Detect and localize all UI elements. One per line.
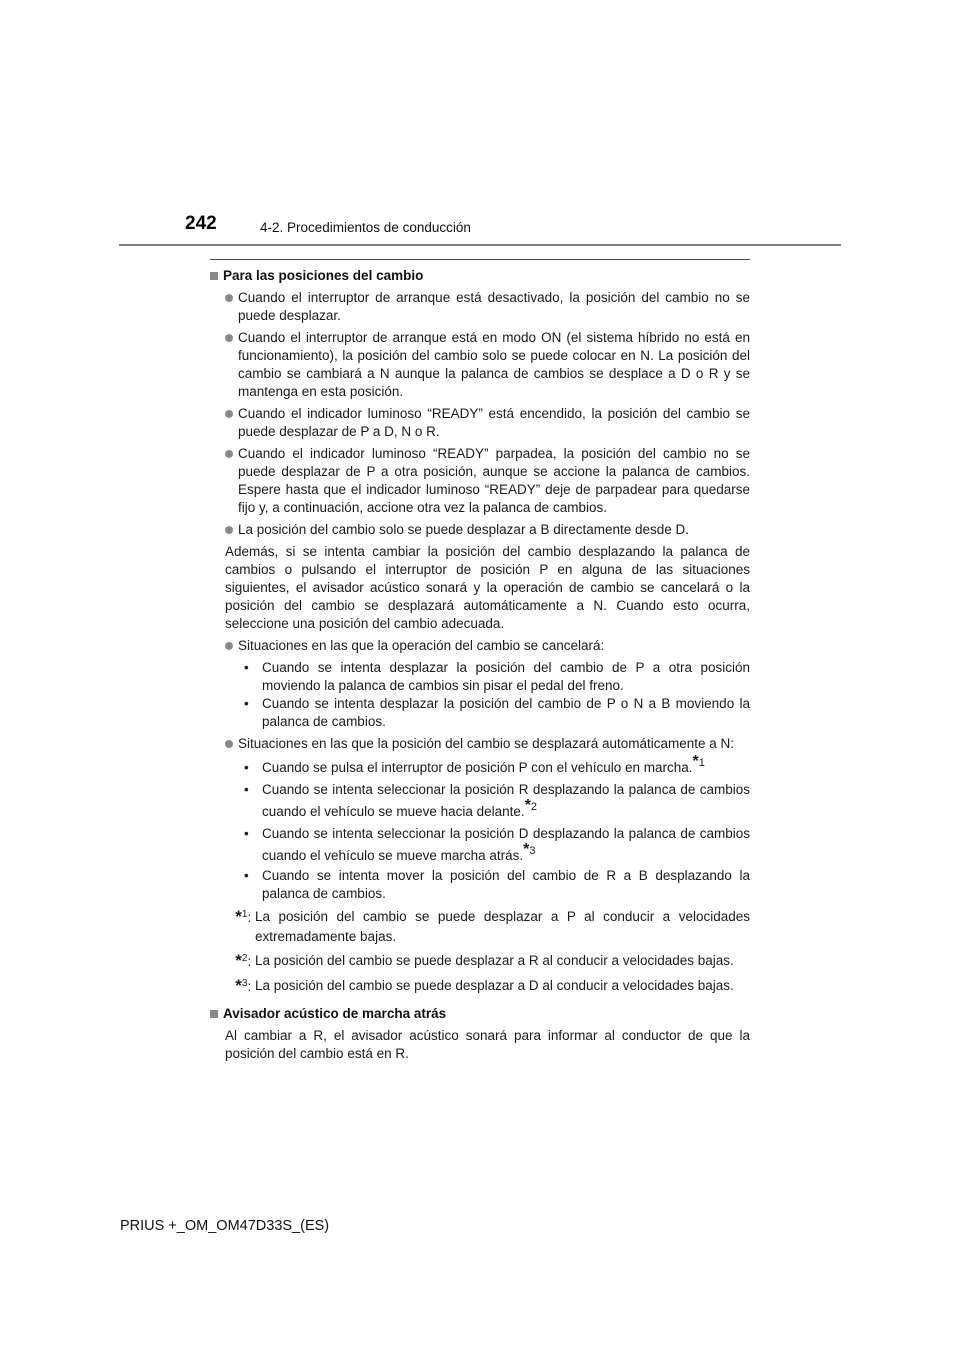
sub-list-item bbox=[240, 695, 750, 731]
footnote-text: La posición del cambio se puede desplazar a P al conducir a velocidades extremadamente bajas. bbox=[255, 909, 750, 944]
body-paragraph: Al cambiar a R, el avisador acústico sonará para informar al conductor de que la posición del cambio está en R. bbox=[225, 1028, 750, 1061]
sub-list-item-text: Cuando se intenta mover la posición del cambio de R a B desplazando la palanca de cambios. bbox=[262, 868, 750, 901]
footnote-mark: *$^3$: bbox=[235, 976, 255, 995]
small-bullet-icon: • bbox=[244, 826, 249, 841]
small-bullet-icon: • bbox=[244, 782, 249, 797]
sub-list-item-text: Cuando se pulsa el interruptor de posición P con el vehículo en marcha.$^{*1}$ bbox=[262, 753, 705, 775]
list-item bbox=[225, 445, 750, 517]
list-item-text: Cuando el interruptor de arranque está en modo ON (el sistema híbrido no está en funcionamiento), la posición del cambio solo se puede colocar en N. La posición del cambio se cambiará a N aunque la palanca de cambios se desplace a D o R y se mantenga en esta posición. bbox=[238, 330, 750, 399]
sub-list-item bbox=[240, 823, 750, 867]
list-item bbox=[225, 329, 750, 401]
circle-bullet-icon bbox=[225, 526, 233, 534]
content-divider bbox=[210, 259, 750, 260]
square-bullet-icon bbox=[210, 272, 218, 280]
list-item bbox=[225, 735, 750, 753]
sub-list-item-text: Cuando se intenta desplazar la posición del cambio de P o N a B moviendo la palanca de cambios. bbox=[262, 696, 750, 729]
circle-bullet-icon bbox=[225, 294, 233, 302]
circle-bullet-icon bbox=[225, 450, 233, 458]
footnote-mark: *$^1$: bbox=[235, 907, 255, 926]
list-item-text: Cuando el interruptor de arranque está desactivado, la posición del cambio no se puede desplazar. bbox=[238, 290, 750, 323]
footnote-ref: *2 bbox=[524, 797, 538, 814]
subheading-text: Para las posiciones del cambio bbox=[223, 268, 424, 283]
list-item-text: La posición del cambio solo se puede desplazar a B directamente desde D. bbox=[238, 522, 690, 537]
circle-bullet-icon bbox=[225, 410, 233, 418]
footnote-text: La posición del cambio se puede desplazar a R al conducir a velocidades bajas. bbox=[255, 953, 734, 968]
list-item-text: Situaciones en las que la operación del cambio se cancelará: bbox=[238, 638, 605, 653]
list-item-text: Situaciones en las que la posición del cambio se desplazará automáticamente a N: bbox=[238, 736, 735, 751]
list-item bbox=[225, 521, 750, 539]
sub-list-item bbox=[240, 659, 750, 695]
body-paragraph: Además, si se intenta cambiar la posición del cambio desplazando la palanca de cambios o pulsando el interruptor de posición P en alguna de las situaciones siguientes, el avisador acústico sonará y la operación de cambio se cancelará o la posición del cambio se desplazará automáticamente a N. Cuando esto ocurra, seleccione una posición del cambio adecuada. bbox=[225, 544, 750, 631]
circle-bullet-icon bbox=[225, 740, 233, 748]
small-bullet-icon: • bbox=[244, 696, 249, 711]
header-divider bbox=[119, 244, 841, 246]
sub-list-item bbox=[240, 753, 750, 779]
footnote bbox=[225, 951, 750, 972]
list-item bbox=[225, 289, 750, 325]
sub-list-item-text: Cuando se intenta desplazar la posición del cambio de P a otra posición moviendo la palanca de cambios sin pisar el pedal del freno. bbox=[262, 660, 750, 693]
footnote bbox=[225, 976, 750, 997]
list-item bbox=[225, 637, 750, 655]
square-bullet-icon bbox=[210, 1010, 218, 1018]
document-id: PRIUS +_OM_OM47D33S_(ES) bbox=[120, 1218, 330, 1234]
footnote-ref: *1 bbox=[692, 753, 705, 770]
sub-list-item-text: Cuando se intenta seleccionar la posición D desplazando la palanca de cambios cuando el vehículo se mueve marcha atrás.$^{*3}$ bbox=[262, 826, 750, 863]
section-title: 4-2. Procedimientos de conducción bbox=[260, 220, 471, 235]
subheading-shift-positions bbox=[210, 267, 750, 285]
page-content bbox=[210, 267, 750, 1067]
circle-bullet-icon bbox=[225, 334, 233, 342]
sub-list-item bbox=[240, 867, 750, 903]
footnote-mark: *$^2$: bbox=[235, 951, 255, 970]
small-bullet-icon: • bbox=[244, 760, 249, 775]
sub-list-item bbox=[240, 779, 750, 823]
list-item bbox=[225, 405, 750, 441]
subheading-text: Avisador acústico de marcha atrás bbox=[223, 1006, 447, 1021]
footnote-ref: *3 bbox=[523, 841, 536, 858]
footnote-text: La posición del cambio se puede desplazar a D al conducir a velocidades bajas. bbox=[255, 978, 734, 993]
subheading-reverse-buzzer bbox=[210, 1005, 750, 1023]
footnote bbox=[225, 907, 750, 947]
page-number: 242 bbox=[185, 213, 217, 234]
list-item-text: Cuando el indicador luminoso “READY” está encendido, la posición del cambio se puede desplazar de P a D, N o R. bbox=[238, 406, 750, 439]
circle-bullet-icon bbox=[225, 642, 233, 650]
sub-list-item-text: Cuando se intenta seleccionar la posición R desplazando la palanca de cambios cuando el vehículo se mueve hacia delante.$^{*2}$ bbox=[262, 782, 750, 819]
small-bullet-icon: • bbox=[244, 868, 249, 883]
list-item-text: Cuando el indicador luminoso “READY” parpadea, la posición del cambio no se puede desplazar de P a otra posición, aunque se accione la palanca de cambios. Espere hasta que el indicador luminoso “READY” deje de parpadear para quedarse fijo y, a continuación, accione otra vez la palanca de cambios. bbox=[238, 446, 750, 515]
small-bullet-icon: • bbox=[244, 660, 249, 675]
